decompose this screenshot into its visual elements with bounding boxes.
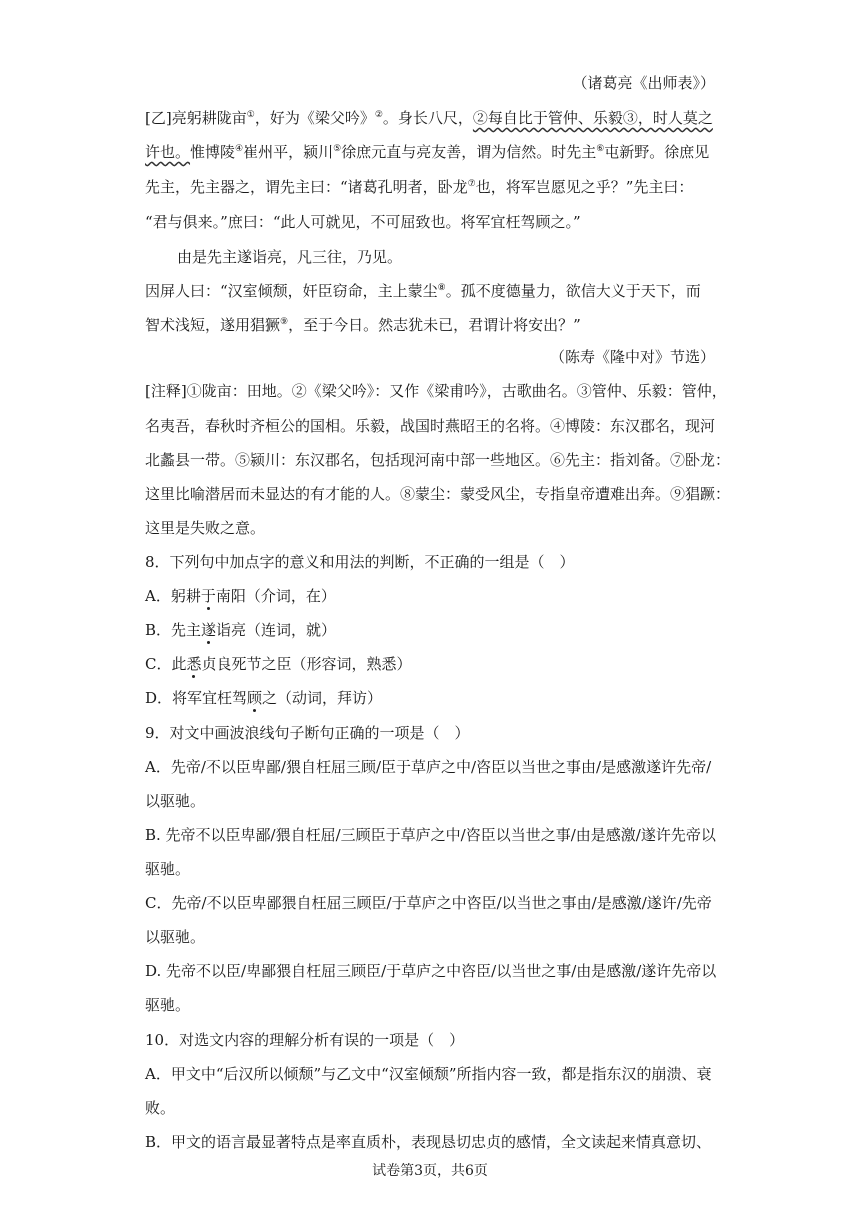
text-run: 崔州平，颍川 [243, 143, 334, 161]
question-9-option-c[interactable]: C．先帝/不以臣卑鄙猥自枉屈三顾臣/于草庐之中咨臣/以当世之事由/是感激/遂许/先帝 [145, 894, 712, 912]
text-run: 南阳（介词，在） [215, 587, 336, 605]
footnote-marker: ④ [235, 144, 244, 154]
question-9-option-a-cont: 以驱驰。 [145, 792, 206, 810]
passage-b-line-4: “君与俱来。”庶曰：“此人可就见，不可屈致也。将军宜枉驾顾之。” [145, 213, 581, 231]
question-10-option-a-cont: 败。 [145, 1099, 176, 1117]
question-8-option-a[interactable] [145, 585, 336, 606]
text-run: 诣亮（连词，就） [216, 621, 337, 639]
question-9-stem: 9．对文中画波浪线句子断句正确的一项是（ ） [145, 724, 470, 742]
passage-b-label: [乙] [145, 109, 172, 127]
footnote-marker: ⑧ [437, 283, 446, 293]
notes-line: 这里比喻潜居而未显达的有才能的人。⑧蒙尘：蒙受风尘，专指皇帝遭难出奔。⑨猖蹶： [145, 485, 731, 503]
question-8-option-d[interactable] [145, 687, 382, 708]
text-run: ，至于今日。然志犹未已，君谓计将安出？” [288, 316, 581, 334]
text-run: 亮躬耕陇亩 [171, 109, 247, 127]
notes-line: 名夷吾，春秋时齐桓公的国相。乐毅，战国时燕昭王的名将。④博陵：东汉郡名，现河 [145, 417, 716, 435]
question-9-option-b[interactable]: B. 先帝不以臣卑鄙/猥自枉屈/三顾臣于草庐之中/咨臣以当世之事/由是感激/遂许先帝以 [145, 826, 716, 844]
question-8-option-b[interactable] [145, 619, 336, 640]
passage-a-source: （诸葛亮《出师表》） [572, 74, 715, 92]
wavy-underlined-sentence: ②每自比于管仲、乐毅③，时人莫之 [472, 109, 713, 127]
text-run: 徐庶元直与亮友善，谓为信然。时先主 [341, 143, 597, 161]
passage-b-line-6 [145, 280, 701, 301]
question-10-option-a[interactable]: A．甲文中“后汉所以倾颓”与乙文中“汉室倾颓”所指内容一致，都是指东汉的崩溃、衰 [145, 1065, 712, 1083]
question-10-option-b[interactable]: B．甲文的语言最显著特点是率直质朴，表现恳切忠贞的感情，全文读起来情真意切、 [145, 1133, 712, 1151]
question-9-option-d[interactable]: D. 先帝不以臣/卑鄙猥自枉屈三顾臣/于草庐之中咨臣/以当世之事/由是感激/遂许先帝以 [145, 962, 717, 980]
footnote-marker: ① [246, 110, 255, 120]
text-run: D．将军宜枉驾 [145, 689, 248, 707]
passage-b-source: （陈寿《隆中对》节选） [549, 348, 715, 366]
text-run: 之（动词，拜访） [262, 689, 383, 707]
question-8-stem: 8．下列句中加点字的意义和用法的判断，不正确的一组是（ ） [145, 553, 575, 571]
text-run: B．先主 [145, 621, 202, 639]
text-run: 。孤不度德量力，欲信大义于天下，而 [445, 282, 701, 300]
text-run: ，好为《梁父吟》 [254, 109, 375, 127]
text-run: 。身长八尺， [382, 109, 473, 127]
dotted-char: 遂 [201, 621, 217, 639]
footnote-marker: ⑨ [280, 317, 289, 327]
text-run: 惟博陵 [190, 143, 236, 161]
footnote-marker: ⑦ [467, 179, 476, 189]
page-footer: 试卷第3页，共6页 [372, 1163, 488, 1179]
question-9-option-a[interactable]: A．先帝/不以臣卑鄙/猥自枉屈三顾/臣于草庐之中/咨臣以当世之事由/是感激遂许先帝/ [145, 758, 712, 776]
question-9-option-b-cont: 驱驰。 [145, 860, 191, 878]
question-8-option-c[interactable] [145, 653, 412, 674]
text-run: A．躬耕 [145, 587, 201, 605]
text-run: 也，将军岂愿见之乎？”先主曰： [475, 178, 694, 196]
text-run: 贞良死节之臣（形容词，熟悉） [201, 655, 412, 673]
passage-b-line-1 [145, 107, 713, 128]
dotted-char: 顾 [247, 689, 263, 707]
passage-b-line-3 [145, 176, 693, 197]
question-9-option-d-cont: 驱驰。 [145, 996, 191, 1014]
dotted-char: 悉 [186, 655, 202, 673]
footnote-marker: ⑤ [333, 144, 342, 154]
notes-line: 北蠡县一带。⑤颍川：东汉郡名，包括现河南中部一些地区。⑥先主：指刘备。⑦卧龙： [145, 451, 731, 469]
dotted-char: 于 [200, 587, 216, 605]
passage-b-line-5: 由是先主遂诣亮，凡三往，乃见。 [177, 248, 403, 266]
footnote-marker: ② [374, 110, 383, 120]
passage-b-line-7 [145, 314, 581, 335]
text-run: 智术浅短，遂用猖獗 [145, 316, 281, 334]
wavy-underlined-sentence-end: 许也。 [145, 143, 191, 161]
question-10-stem: 10．对选文内容的理解分析有误的一项是（ ） [145, 1031, 465, 1049]
notes-line: 这里是失败之意。 [145, 519, 266, 537]
text-run: 屯新野。徐庶见 [604, 143, 710, 161]
footnote-marker: ⑥ [596, 144, 605, 154]
text-run: C．此 [145, 655, 187, 673]
passage-b-line-2 [145, 141, 709, 162]
question-9-option-c-cont: 以驱驰。 [145, 928, 206, 946]
text-run: 因屏人曰：“汉室倾颓，奸臣窃命，主上蒙尘 [145, 282, 438, 300]
text-run: 先主，先主器之，谓先主曰：“诸葛孔明者，卧龙 [145, 178, 468, 196]
notes-line: [注释]①陇亩：田地。②《梁父吟》：又作《梁甫吟》，古歌曲名。③管仲、乐毅：管仲， [145, 382, 727, 400]
